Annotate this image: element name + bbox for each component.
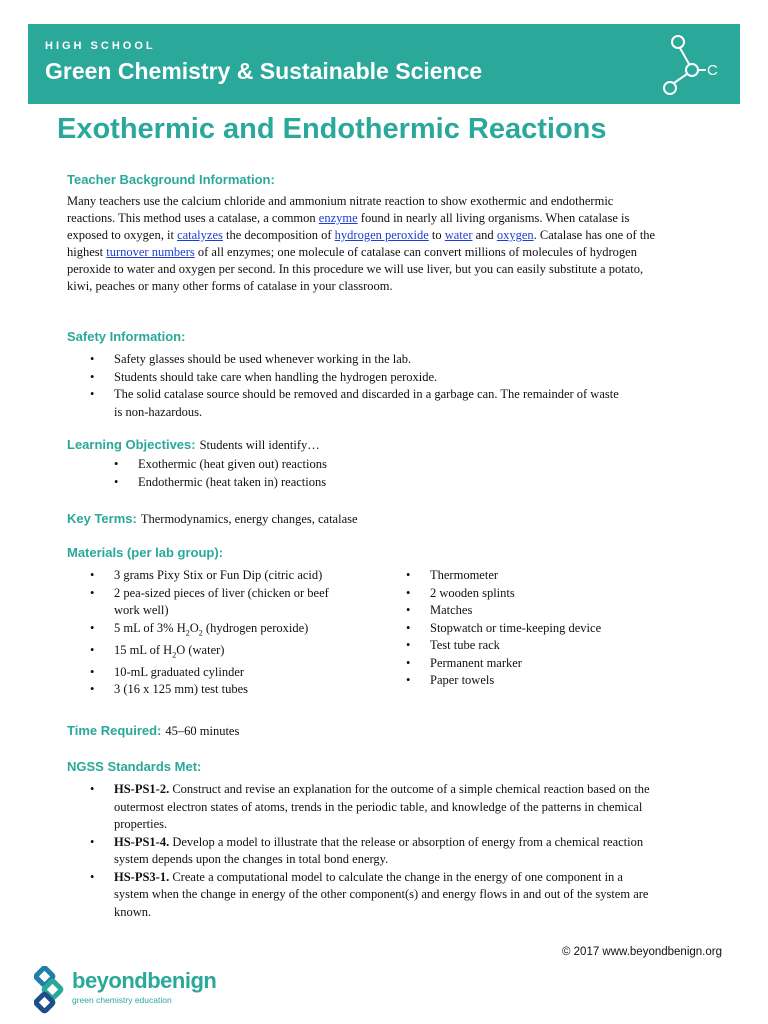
time-heading: Time Required: [67,723,162,738]
ngss-text: Develop a model to illustrate that the release or absorption of energy from a chemical reaction system depends upon the changes in total bond energy. [114,834,644,866]
safety-item: • Safety glasses should be used whenever working in the lab. [88,351,628,369]
key-terms-heading: Key Terms: [67,511,137,526]
objectives-list [112,456,512,491]
glossary-link[interactable]: enzyme [318,211,358,225]
material-item: • Paper towels [404,672,664,690]
ngss-text: Create a computational model to calculate the change in the energy of one component in a system when the change in energy of the other component(s) and energy flows in and out of the system are known. [114,869,649,919]
ngss-item [88,869,654,922]
safety-list [88,351,628,421]
ngss-item [88,834,654,869]
materials-right-list [404,567,664,690]
time-text: 45–60 minutes [165,724,240,738]
ngss-list [88,781,654,921]
molecule-icon [654,32,724,98]
paragraph-text: Many teachers use the calcium chloride and ammonium nitrate reaction to show exothermic and endothermic reactions. This method uses a catalase, a common [67,194,614,225]
key-terms-line [67,510,358,528]
material-item: • Thermometer [404,567,664,585]
objectives-intro: Students will identify… [199,438,320,452]
paragraph-text: the decomposition of [222,228,335,242]
beyondbenign-logo [34,966,217,1016]
materials-left-list [88,567,350,699]
material-item: • 2 pea-sized pieces of liver (chicken or beef work well) [88,585,350,620]
paragraph-text: . Catalase has one of the highest [67,228,656,259]
material-item: • Matches [404,602,664,620]
material-item: • 10-mL graduated cylinder [88,664,350,682]
glossary-link[interactable]: catalyzes [177,228,223,242]
page-title: Exothermic and Endothermic Reactions [57,113,607,145]
material-item: • 5 mL of 3% $H_2O_2$ (hydrogen peroxide) [88,620,350,642]
glossary-link[interactable]: turnover numbers [106,245,195,259]
logo-tagline: green chemistry education [72,995,172,1005]
teacher-background-paragraph [67,193,657,295]
material-item: • 2 wooden splints [404,585,664,603]
objective-item: • Endothermic (heat taken in) reactions [112,474,512,492]
teacher-background-heading: Teacher Background Information: [67,172,275,187]
subscript: 2 [172,650,177,659]
materials-heading: Materials (per lab group): [67,545,224,560]
header-banner [28,24,740,104]
logo-wordmark: beyondbenign [72,968,217,993]
material-item: • 15 mL of $H_2O$ (water) [88,642,350,664]
material-item: • Test tube rack [404,637,664,655]
ngss-code: HS-PS1-2. [114,782,170,796]
safety-heading: Safety Information: [67,329,186,344]
material-item: • Permanent marker [404,655,664,673]
paragraph-text: of all enzymes; one molecule of catalase can convert millions of molecules of hydrogen peroxide to water and oxygen per second. In this procedure we will use liver, but you can easily substitute a potato, kiwi, peaches or many other forms of catalase in your classroom. [67,245,644,293]
glossary-link[interactable]: water [444,228,473,242]
time-line [67,722,239,740]
header-kicker: HIGH SCHOOL [45,40,156,52]
ngss-code: HS-PS3-1. [114,869,170,884]
copyright-text: © 2017 www.beyondbenign.org [561,946,722,958]
material-item: • 3 grams Pixy Stix or Fun Dip (citric acid) [88,567,350,585]
objectives-heading: Learning Objectives: [67,437,196,452]
paragraph-text: to [428,228,445,242]
ngss-heading: NGSS Standards Met: [67,759,202,774]
ngss-text: Construct and revise an explanation for the outcome of a simple chemical reaction based on the outermost electron states of atoms, trends in the periodic table, and knowledge of the patterns in chemical properties. [114,782,650,831]
svg-text:C: C [707,62,718,79]
glossary-link[interactable]: oxygen [496,228,534,242]
objective-item: • Exothermic (heat given out) reactions [112,456,512,474]
paragraph-text: and [472,228,497,242]
material-item: • Stopwatch or time-keeping device [404,620,664,638]
paragraph-text: found in nearly all living organisms. When catalase is exposed to oxygen, it [67,211,630,242]
ngss-item [88,781,654,834]
chain-link-icon [34,966,68,1014]
subscript: 2 [198,628,203,637]
key-terms-text: Thermodynamics, energy changes, catalase [140,512,358,526]
objectives-line [67,436,320,454]
header-series-title: Green Chemistry & Sustainable Science [45,58,483,84]
subscript: 2 [185,628,190,637]
safety-item: • The solid catalase source should be removed and discarded in a garbage can. The remainder of waste is non-hazardous. [88,386,628,421]
safety-item: • Students should take care when handling the hydrogen peroxide. [88,369,628,387]
ngss-code: HS-PS1-4. [114,834,170,849]
material-item: • 3 (16 x 125 mm) test tubes [88,681,350,699]
glossary-link[interactable]: hydrogen peroxide [334,228,429,242]
